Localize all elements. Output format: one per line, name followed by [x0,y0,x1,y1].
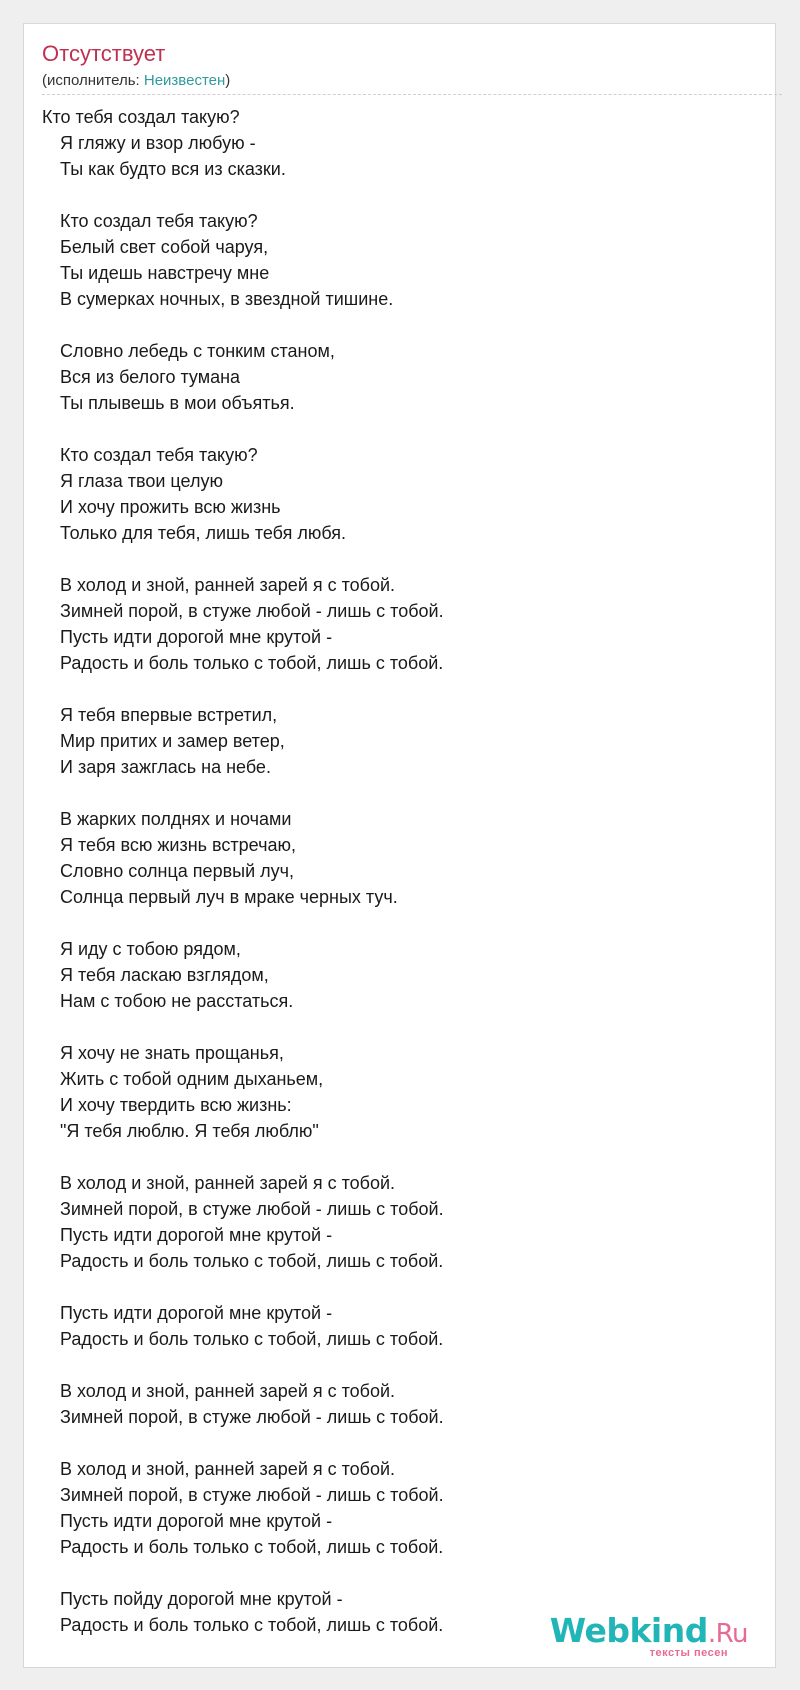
lyric-line: И хочу твердить всю жизнь: [60,1095,292,1115]
lyric-line: Словно солнца первый луч, [60,861,295,881]
lyric-line: В холод и зной, ранней зарей я с тобой. [60,1381,396,1401]
lyric-line: Пусть идти дорогой мне крутой - [60,1225,333,1245]
lyric-line: Жить с тобой одним дыханьем, [60,1069,324,1089]
lyric-line: Нам с тобою не расстаться. [60,991,294,1011]
byline-prefix: (исполнитель: [42,72,144,89]
lyric-line: Зимней порой, в стуже любой - лишь с тобой. [60,1485,444,1505]
lyric-line: Кто тебя создал такую? [42,107,240,127]
lyric-line: Солнца первый луч в мраке черных туч. [60,887,398,907]
lyric-spacer [42,780,742,806]
song-title: Отсутствует [42,41,166,66]
artist-link[interactable]: Неизвестен [143,72,226,89]
lyric-spacer [42,1560,742,1586]
lyric-line: "Я тебя люблю. Я тебя люблю" [60,1121,319,1141]
lyric-spacer [42,1144,742,1170]
lyric-spacer [42,182,742,208]
lyric-line: Радость и боль только с тобой, лишь с тобой. [60,1615,444,1635]
lyric-line: В холод и зной, ранней зарей я с тобой. [60,1459,396,1479]
lyric-line: Белый свет собой чаруя, [60,237,269,257]
lyric-spacer [42,546,742,572]
lyric-line: Кто создал тебя такую? [60,211,258,231]
lyric-line: Пусть пойду дорогой мне крутой - [60,1589,343,1609]
lyric-line: Пусть идти дорогой мне крутой - [60,1511,333,1531]
lyric-spacer [42,1430,742,1456]
lyric-line: Мир притих и замер ветер, [60,731,285,751]
lyric-spacer [42,312,742,338]
lyric-line: Пусть идти дорогой мне крутой - [60,1303,333,1323]
lyric-line: В сумерках ночных, в звездной тишине. [60,289,394,309]
artist-byline [42,72,230,90]
lyric-line: Я тебя ласкаю взглядом, [60,965,269,985]
lyric-line: Ты плывешь в мои объятья. [60,393,295,413]
logo-name: Webkind [549,1611,708,1650]
lyric-line: Я тебя всю жизнь встречаю, [60,835,296,855]
lyric-line: Словно лебедь с тонким станом, [60,341,335,361]
lyric-line: И заря зажглась на небе. [60,757,271,777]
lyric-line: Кто создал тебя такую? [60,445,258,465]
logo-tagline: тексты песен [649,1647,728,1659]
lyric-line: Радость и боль только с тобой, лишь с тобой. [60,1251,444,1271]
logo-tld: .Ru [707,1619,748,1649]
lyric-spacer [42,1352,742,1378]
lyric-line: Ты как будто вся из сказки. [60,159,286,179]
title-divider [42,94,782,95]
lyric-line: Вся из белого тумана [60,367,241,387]
lyric-line: Я иду с тобою рядом, [60,939,241,959]
lyric-spacer [42,910,742,936]
lyric-line: Я глаза твои целую [60,471,223,491]
lyric-line: Зимней порой, в стуже любой - лишь с тобой. [60,1407,444,1427]
lyric-spacer [42,676,742,702]
lyric-line: Радость и боль только с тобой, лишь с тобой. [60,1537,444,1557]
lyric-line: Зимней порой, в стуже любой - лишь с тобой. [60,601,444,621]
byline-suffix: ) [225,72,231,89]
lyrics-card [23,23,776,1668]
lyric-line: И хочу прожить всю жизнь [60,497,281,517]
site-logo[interactable] [549,1611,748,1659]
lyric-line: Я хочу не знать прощанья, [60,1043,284,1063]
lyric-line: Я гляжу и взор любую - [60,133,256,153]
lyric-spacer [42,1274,742,1300]
lyric-line: Радость и боль только с тобой, лишь с тобой. [60,653,444,673]
lyric-line: Зимней порой, в стуже любой - лишь с тобой. [60,1199,444,1219]
lyric-spacer [42,1014,742,1040]
lyric-line: Только для тебя, лишь тебя любя. [60,523,346,543]
lyric-line: В холод и зной, ранней зарей я с тобой. [60,1173,396,1193]
lyric-line: Ты идешь навстречу мне [60,263,270,283]
lyric-line: Я тебя впервые встретил, [60,705,278,725]
lyric-line: Радость и боль только с тобой, лишь с тобой. [60,1329,444,1349]
lyric-line: В холод и зной, ранней зарей я с тобой. [60,575,396,595]
lyrics-body [42,104,742,1638]
lyric-spacer [42,416,742,442]
lyric-line: В жарких полднях и ночами [60,809,292,829]
lyric-line: Пусть идти дорогой мне крутой - [60,627,333,647]
